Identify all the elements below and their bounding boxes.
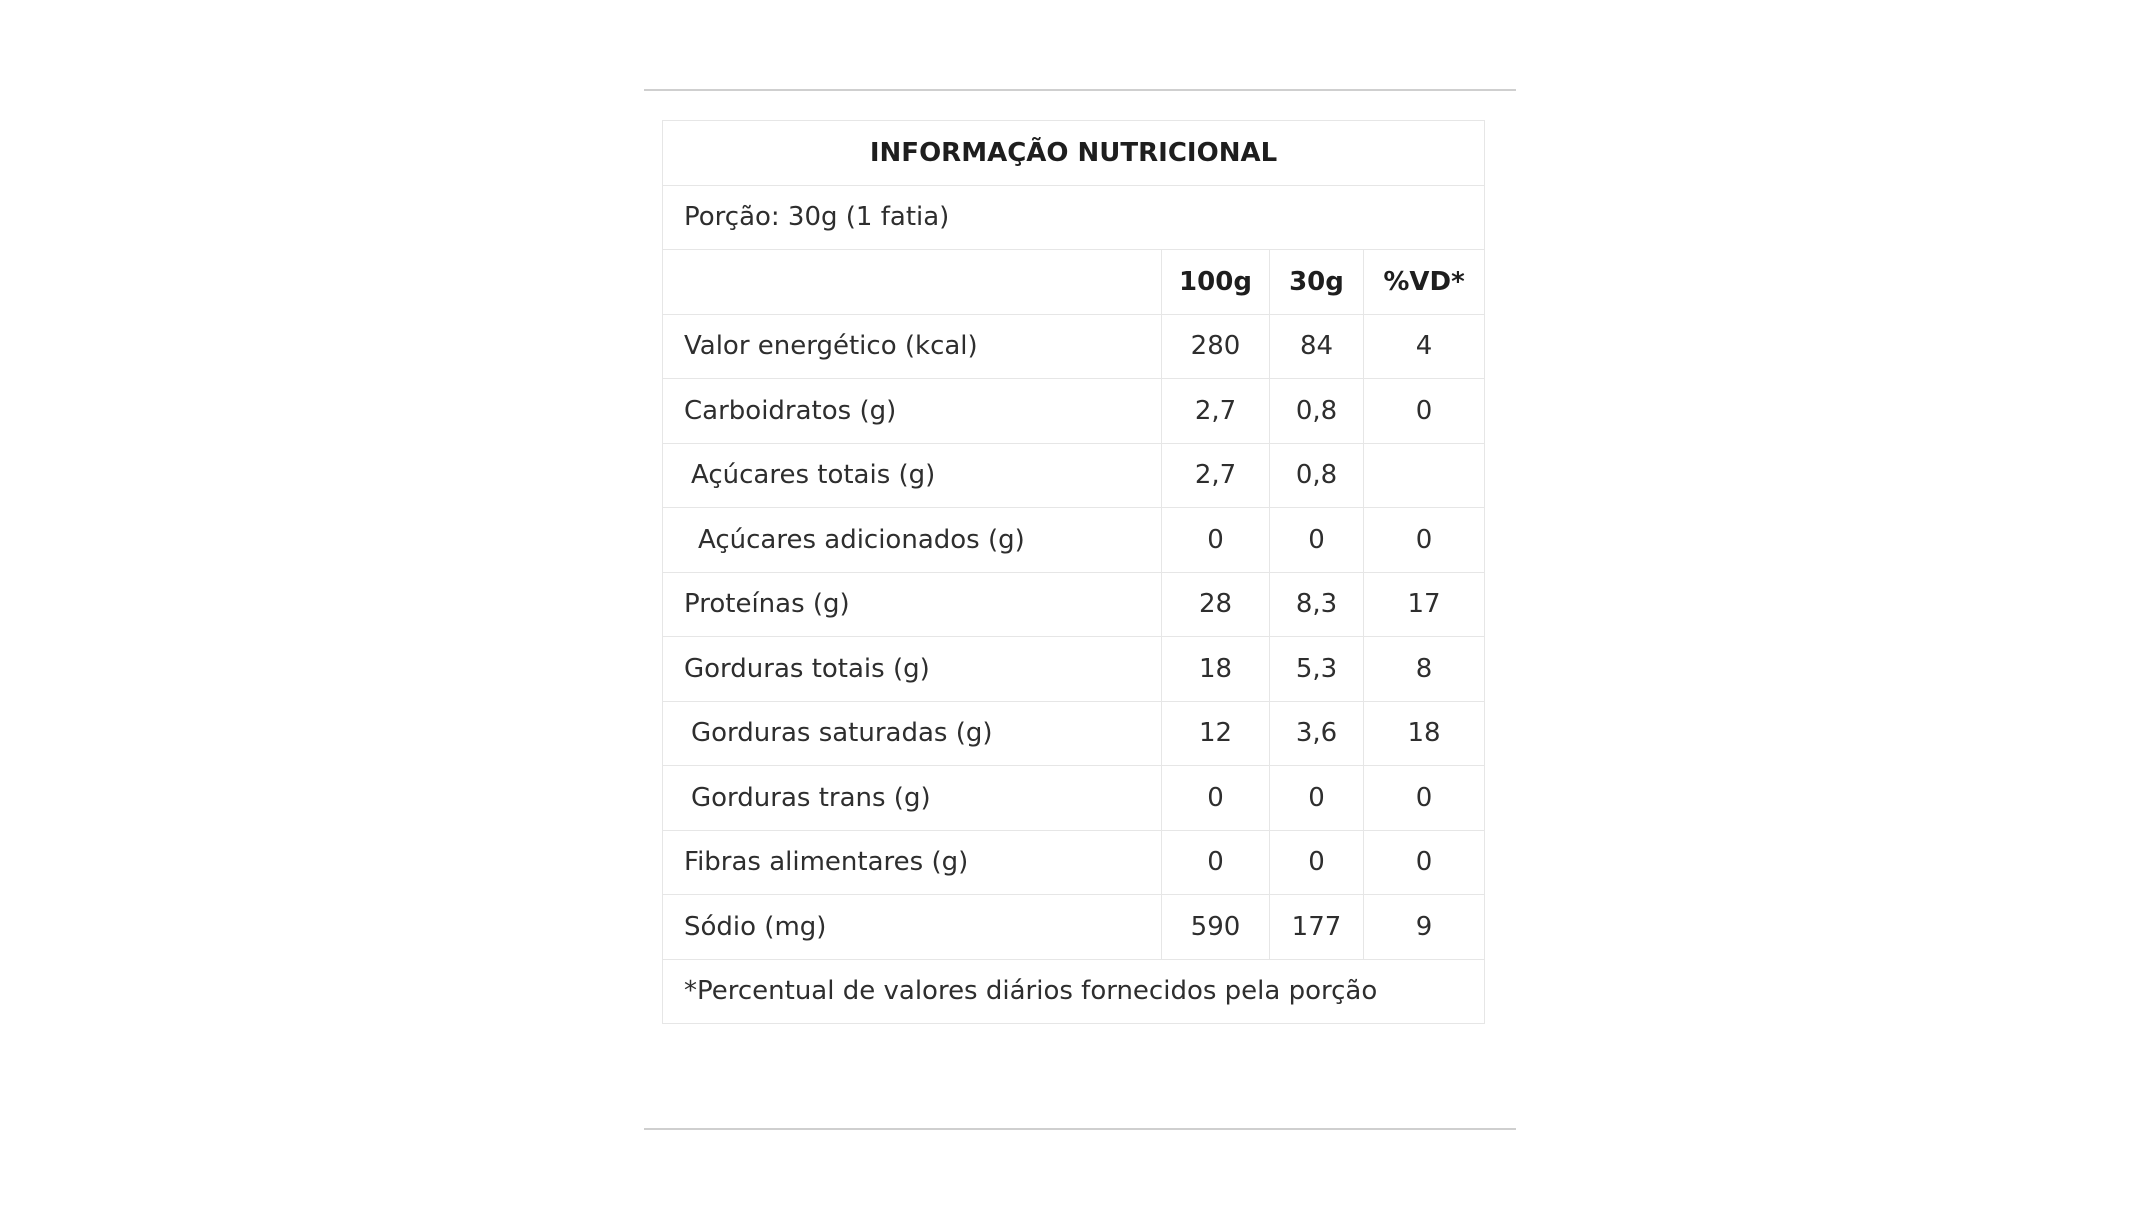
table-row (663, 572, 1485, 637)
row-label: Gorduras saturadas (g) (663, 701, 1162, 766)
top-divider (644, 89, 1516, 91)
row-value-vd (1364, 443, 1485, 508)
header-row (663, 250, 1485, 315)
table-row (663, 766, 1485, 831)
row-value-vd: 0 (1364, 379, 1485, 444)
table-row (663, 314, 1485, 379)
row-label: Valor energético (kcal) (663, 314, 1162, 379)
row-label: Fibras alimentares (g) (663, 830, 1162, 895)
row-value-30g: 0 (1270, 508, 1364, 573)
row-value-100g: 28 (1162, 572, 1270, 637)
row-label: Gorduras totais (g) (663, 637, 1162, 702)
portion-text: Porção: 30g (1 fatia) (663, 185, 1485, 250)
row-label: Açúcares totais (g) (663, 443, 1162, 508)
row-value-100g: 0 (1162, 508, 1270, 573)
row-value-100g: 590 (1162, 895, 1270, 960)
row-value-30g: 0,8 (1270, 379, 1364, 444)
row-label: Açúcares adicionados (g) (663, 508, 1162, 573)
row-value-30g: 8,3 (1270, 572, 1364, 637)
row-value-100g: 2,7 (1162, 443, 1270, 508)
table-row (663, 895, 1485, 960)
table-row (663, 637, 1485, 702)
row-value-30g: 5,3 (1270, 637, 1364, 702)
table-row (663, 701, 1485, 766)
row-value-100g: 12 (1162, 701, 1270, 766)
header-empty-cell (663, 250, 1162, 315)
row-label: Carboidratos (g) (663, 379, 1162, 444)
table-row (663, 379, 1485, 444)
footnote-row (663, 959, 1485, 1024)
footnote-text: *Percentual de valores diários fornecidos pela porção (663, 959, 1485, 1024)
row-value-vd: 18 (1364, 701, 1485, 766)
row-value-100g: 280 (1162, 314, 1270, 379)
row-value-vd: 0 (1364, 766, 1485, 831)
header-100g: 100g (1162, 250, 1270, 315)
table-title: INFORMAÇÃO NUTRICIONAL (663, 121, 1485, 186)
row-value-vd: 8 (1364, 637, 1485, 702)
row-value-vd: 4 (1364, 314, 1485, 379)
table-row (663, 443, 1485, 508)
row-label: Sódio (mg) (663, 895, 1162, 960)
row-value-vd: 0 (1364, 508, 1485, 573)
table-row (663, 830, 1485, 895)
row-value-30g: 0,8 (1270, 443, 1364, 508)
row-value-100g: 0 (1162, 830, 1270, 895)
bottom-divider (644, 1128, 1516, 1130)
row-value-30g: 3,6 (1270, 701, 1364, 766)
nutrition-table (662, 120, 1485, 1024)
row-value-30g: 84 (1270, 314, 1364, 379)
row-label: Proteínas (g) (663, 572, 1162, 637)
title-row (663, 121, 1485, 186)
row-value-100g: 0 (1162, 766, 1270, 831)
row-value-100g: 2,7 (1162, 379, 1270, 444)
table-row (663, 508, 1485, 573)
row-value-vd: 0 (1364, 830, 1485, 895)
row-value-30g: 0 (1270, 766, 1364, 831)
row-value-30g: 0 (1270, 830, 1364, 895)
header-vd: %VD* (1364, 250, 1485, 315)
row-label: Gorduras trans (g) (663, 766, 1162, 831)
row-value-30g: 177 (1270, 895, 1364, 960)
row-value-vd: 9 (1364, 895, 1485, 960)
row-value-100g: 18 (1162, 637, 1270, 702)
header-30g: 30g (1270, 250, 1364, 315)
portion-row (663, 185, 1485, 250)
row-value-vd: 17 (1364, 572, 1485, 637)
